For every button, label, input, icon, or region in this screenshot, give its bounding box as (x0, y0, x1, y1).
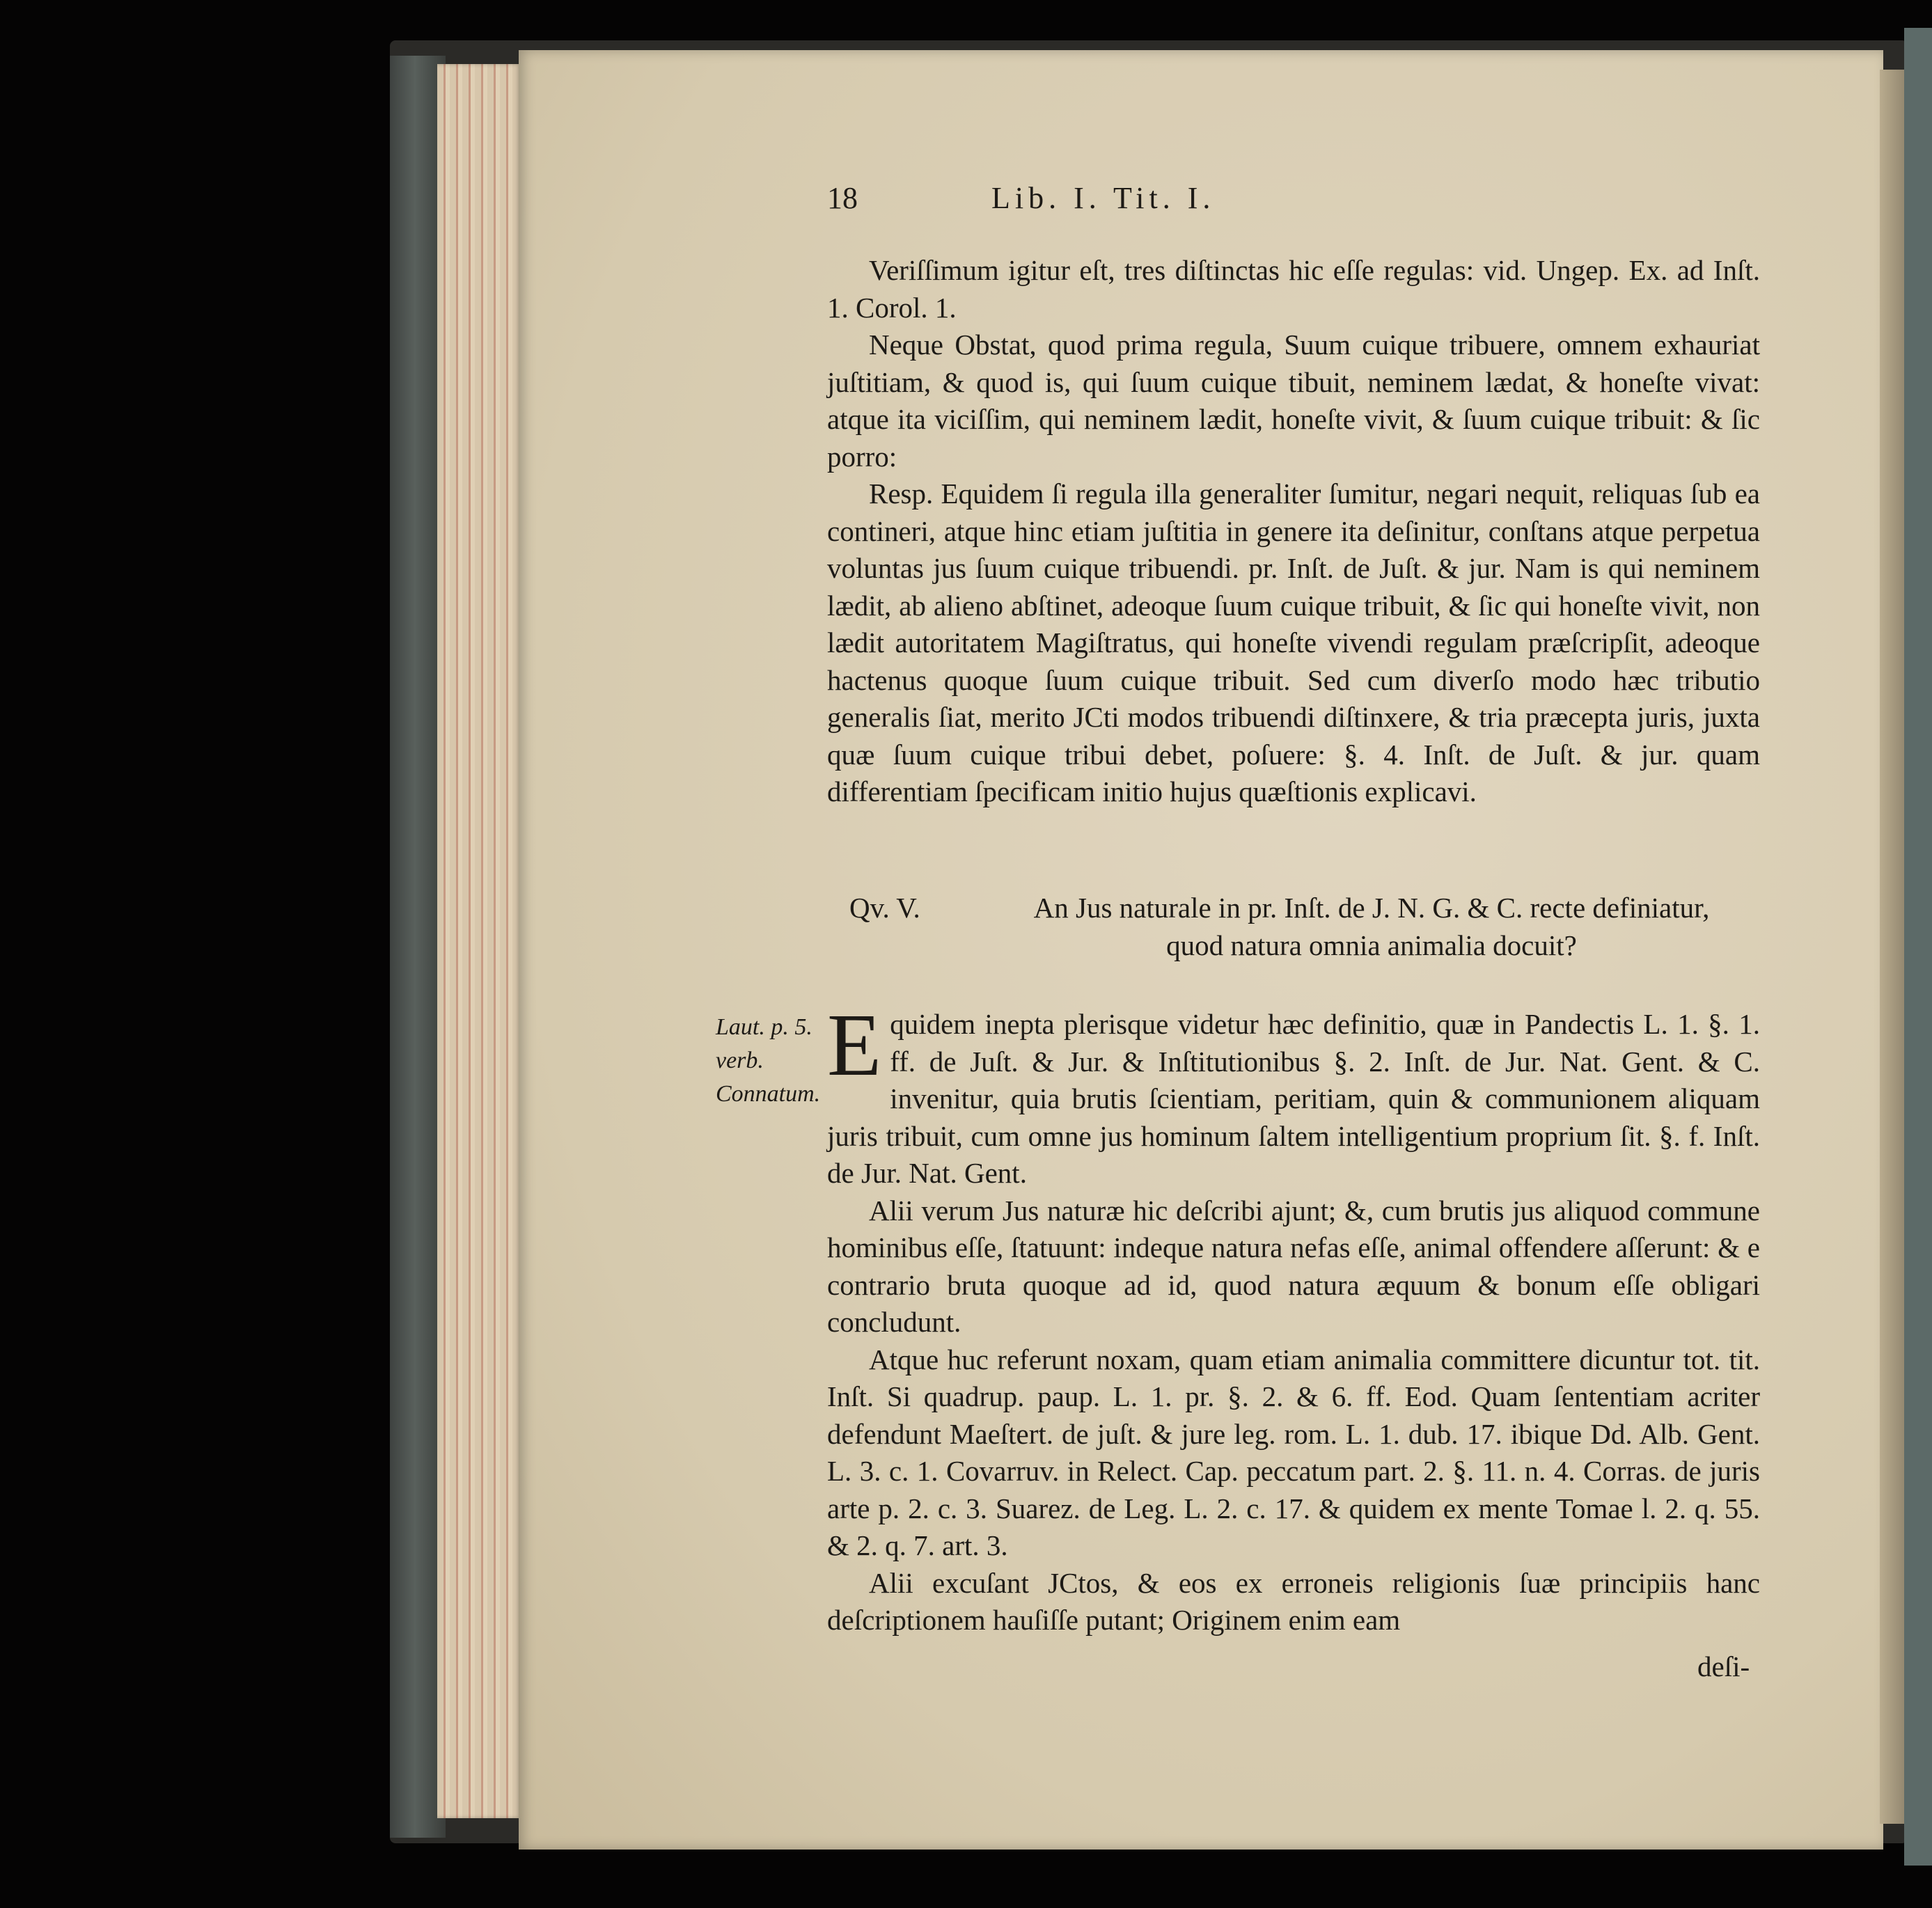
paragraph: Atque huc referunt noxam, quam etiam animalia committere dicuntur tot. tit. Inſt. Si quadrup. paup. L. 1. pr. §. 2. & 6. ff. Eod. Quam ſententiam acriter defendunt Maeſtert. de juſt. & jure leg. rom. L. 1. dub. 17. ibique Dd. Alb. Gent. L. 3. c. 1. Covarruv. in Relect. Cap. peccatum part. 2. §. 11. n. 4. Corras. de juris arte p. 2. c. 3. Suarez. de Leg. L. 2. c. 17. & quidem ex mente Tomae l. 2. q. 55. & 2. q. 7. art. 3. (827, 1343, 1760, 1561)
catchword: deſi- (1697, 1650, 1750, 1682)
question-text: An Jus naturale in pr. Inſt. de J. N. G. & C. recte definiatur, quod natura omnia animalia docuit? (1033, 892, 1710, 961)
page-header (827, 180, 1760, 221)
drop-capital: E (827, 995, 882, 1094)
text-block-top (827, 252, 1760, 811)
question-number: Qv. V. (849, 892, 920, 924)
margin-note: Laut. p. 5. verb. Connatum. (716, 1014, 821, 1107)
paragraph: Resp. Equidem ſi regula illa generaliter ſumitur, negari nequit, reliquas ſub ea contineri, atque hinc etiam juſtitia in genere ita deſinitur, conſtans atque perpetua voluntas jus ſuum cuique tribuendi. pr. Inſt. de Juſt. & jur. Nam is qui neminem lædit, ab alieno abſtinet, adeoque ſuum cuique tribuit, & ſic qui honeſte vivit, non lædit autoritatem Magiſtratus, qui honeſte vivendi regulam præſcripſit, adeoque hactenus quoque ſuum cuique tribuit. Sed cum diverſo modo hæc tributio generalis ſiat, merito JCti modos tribuendi diſtinxere, & tria præcepta juris, juxta quæ ſuum cuique tribui debet, poſuere: §. 4. Inſt. de Juſt. & jur. quam differentiam ſpecificam initio hujus quæſtionis explicavi. (827, 478, 1760, 807)
paragraph: Alii verum Jus naturæ hic deſcribi ajunt; &, cum brutis jus aliquod commune hominibus eſſe, ſtatuunt: indeque natura nefas eſſe, animal offendere aſſerunt: & e contrario bruta quoque ad id, quod natura æquum & bonum eſſe obligari concludunt. (827, 1194, 1760, 1338)
running-head: Lib. I. Tit. I. (991, 181, 1216, 215)
paragraph: Alii excuſant JCtos, & eos ex erroneis religionis ſuæ principiis hanc deſcriptionem hauſiſſe putant; Originem enim eam (827, 1566, 1760, 1636)
paragraph: Neque Obstat, quod prima regula, Suum cuique tribuere, omnem exhauriat juſtitiam, & quod is, qui ſuum cuique tibuit, neminem lædat, & honeſte vivat: atque ita viciſſim, qui neminem lædit, honeſte vivit, & ſuum cuique tribuit: & ſic porro: (827, 329, 1760, 473)
text-block-bottom (827, 995, 1760, 1639)
page-gutter-shadow (1880, 70, 1908, 1824)
paragraph: Veriſſimum igitur eſt, tres diſtinctas hic eſſe regulas: vid. Ungep. Ex. ad Inſt. 1. Corol. 1. (827, 254, 1760, 324)
page-edge-stack (437, 64, 521, 1818)
scanner-edge-bar (1904, 28, 1932, 1866)
page-number: 18 (827, 181, 858, 215)
paragraph-text: quidem inepta plerisque videtur hæc definitio, quæ in Pandectis L. 1. §. 1. ff. de Juſt. & Jur. & Inſtitutionibus §. 2. Inſt. de Jur. Nat. Gent. & C. invenitur, quia brutis ſcientiam, peritiam, quin & communionem aliquam juris tribuit, cum omne jus hominum ſaltem intelligentium proprium ſit. §. f. Inſt. de Jur. Nat. Gent. (827, 1008, 1760, 1189)
paragraph-dropcap (827, 995, 1760, 1192)
question-heading (849, 890, 1754, 964)
